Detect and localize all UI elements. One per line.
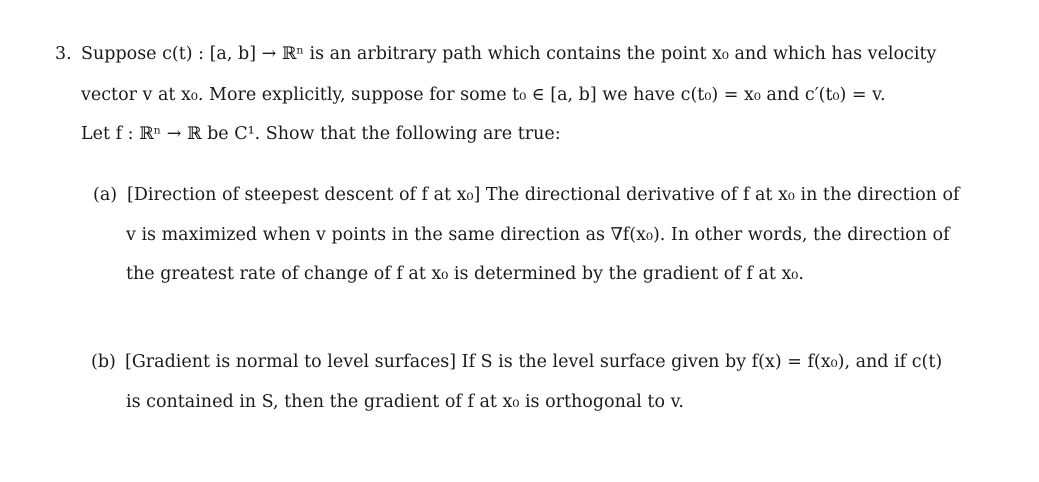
part-a-line-1 — [93, 184, 959, 206]
part-b-label: (b) — [91, 352, 116, 372]
problem-line-2: vector v at x₀. More explicitly, suppose for some t₀ ∈ [a, b] we have c(t₀) = x₀ and c′(t₀) = v. — [81, 85, 886, 105]
problem-text-1: Suppose c(t) : [a, b] → ℝⁿ is an arbitrary path which contains the point x₀ and which has velocity — [81, 44, 937, 64]
part-a-line-2: v is maximized when v points in the same direction as ∇f(x₀). In other words, the direction of — [126, 225, 950, 245]
part-a-text-1: [Direction of steepest descent of f at x₀] The directional derivative of f at x₀ in the direction of — [127, 185, 960, 205]
problem-line-3: Let f : ℝⁿ → ℝ be C¹. Show that the following are true: — [81, 124, 561, 144]
part-b-line-1 — [91, 351, 942, 373]
problem-number: 3. — [55, 44, 72, 64]
part-a-label: (a) — [93, 185, 118, 205]
part-a-line-3: the greatest rate of change of f at x₀ is determined by the gradient of f at x₀. — [126, 264, 804, 284]
part-b-line-2: is contained in S, then the gradient of f at x₀ is orthogonal to v. — [126, 392, 684, 412]
part-b-text-1: [Gradient is normal to level surfaces] If S is the level surface given by f(x) = f(x₀), and if c(t) — [125, 352, 943, 372]
problem-line-1 — [55, 43, 936, 65]
